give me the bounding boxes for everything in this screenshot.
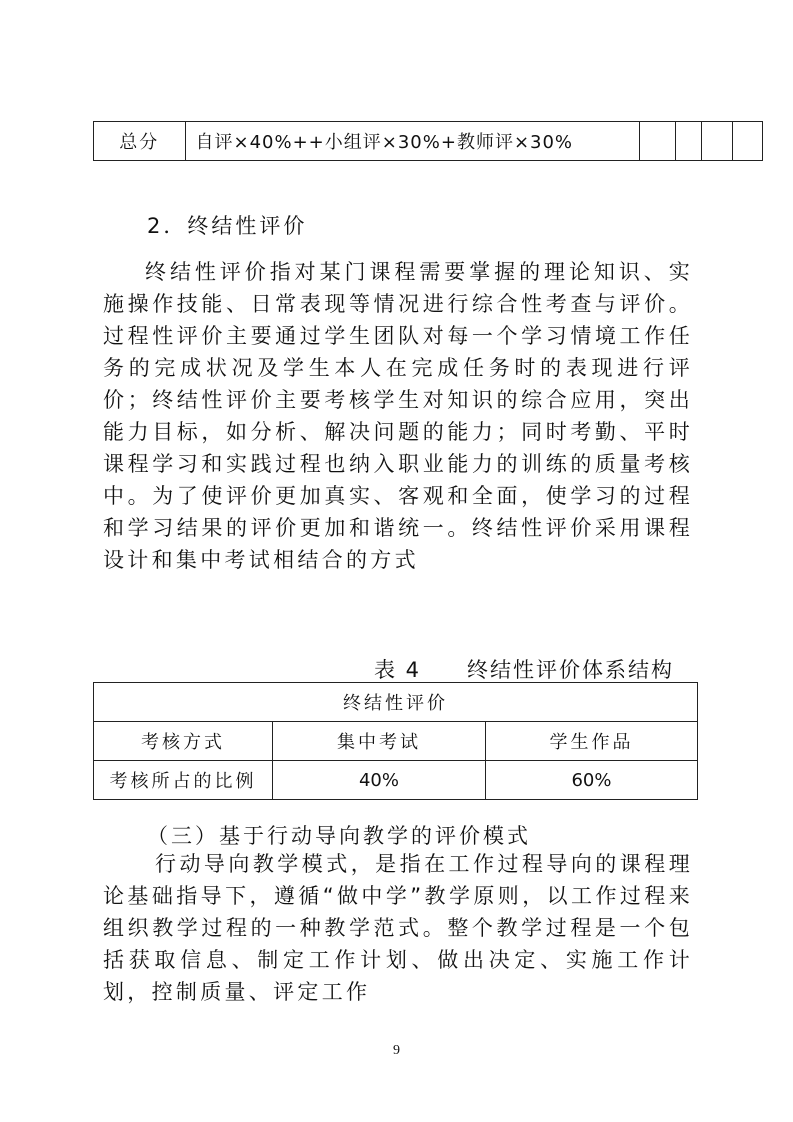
- section-2-paragraph: 终结性评价指对某门课程需要掌握的理论知识、实施操作技能、日常表现等情况进行综合性考查与评价。过程性评价主要通过学生团队对每一个学习情境工作任务的完成状况及学生本人在完成任务时的表现进行评价；终结性评价主要考核学生对知识的综合应用，突出能力目标，如分析、解决问题的能力；同时考勤、平时课程学习和实践过程也纳入职业能力的训练的质量考核中。为了使评价更加真实、客观和全面，使学习的过程和学习结果的评价更加和谐统一。终结性评价采用课程设计和集中考试相结合的方式: [103, 260, 693, 572]
- page-number: 9: [393, 1043, 400, 1058]
- empty-cell: [639, 122, 675, 161]
- empty-cell: [732, 122, 762, 161]
- method-student-work: 学生作品: [486, 722, 698, 761]
- summative-evaluation-table: [93, 682, 698, 800]
- empty-cell: [702, 122, 732, 161]
- section-3-paragraph: 行动导向教学模式，是指在工作过程导向的课程理论基础指导下，遵循“做中学”教学原则，以工作过程来组织教学过程的一种教学范式。整个教学过程是一个包括获取信息、制定工作计划、做出决定、实施工作计划，控制质量、评定工作: [103, 852, 693, 1004]
- total-score-label: 总分: [94, 122, 186, 161]
- section-3-heading: （三）基于行动导向教学的评价模式: [147, 824, 531, 848]
- empty-cell: [675, 122, 701, 161]
- method-label: 考核方式: [94, 722, 273, 761]
- score-formula: 自评×40%++小组评×30%+教师评×30%: [185, 122, 639, 161]
- ratio-student-work: 60%: [486, 761, 698, 800]
- ratio-label: 考核所占的比例: [94, 761, 273, 800]
- score-summary-table: [93, 121, 763, 161]
- table-4-caption: 表 4 终结性评价体系结构: [374, 658, 675, 682]
- method-exam: 集中考试: [273, 722, 486, 761]
- ratio-exam: 40%: [273, 761, 486, 800]
- section-2-heading: 2．终结性评价: [147, 214, 308, 238]
- table-header: 终结性评价: [94, 683, 698, 722]
